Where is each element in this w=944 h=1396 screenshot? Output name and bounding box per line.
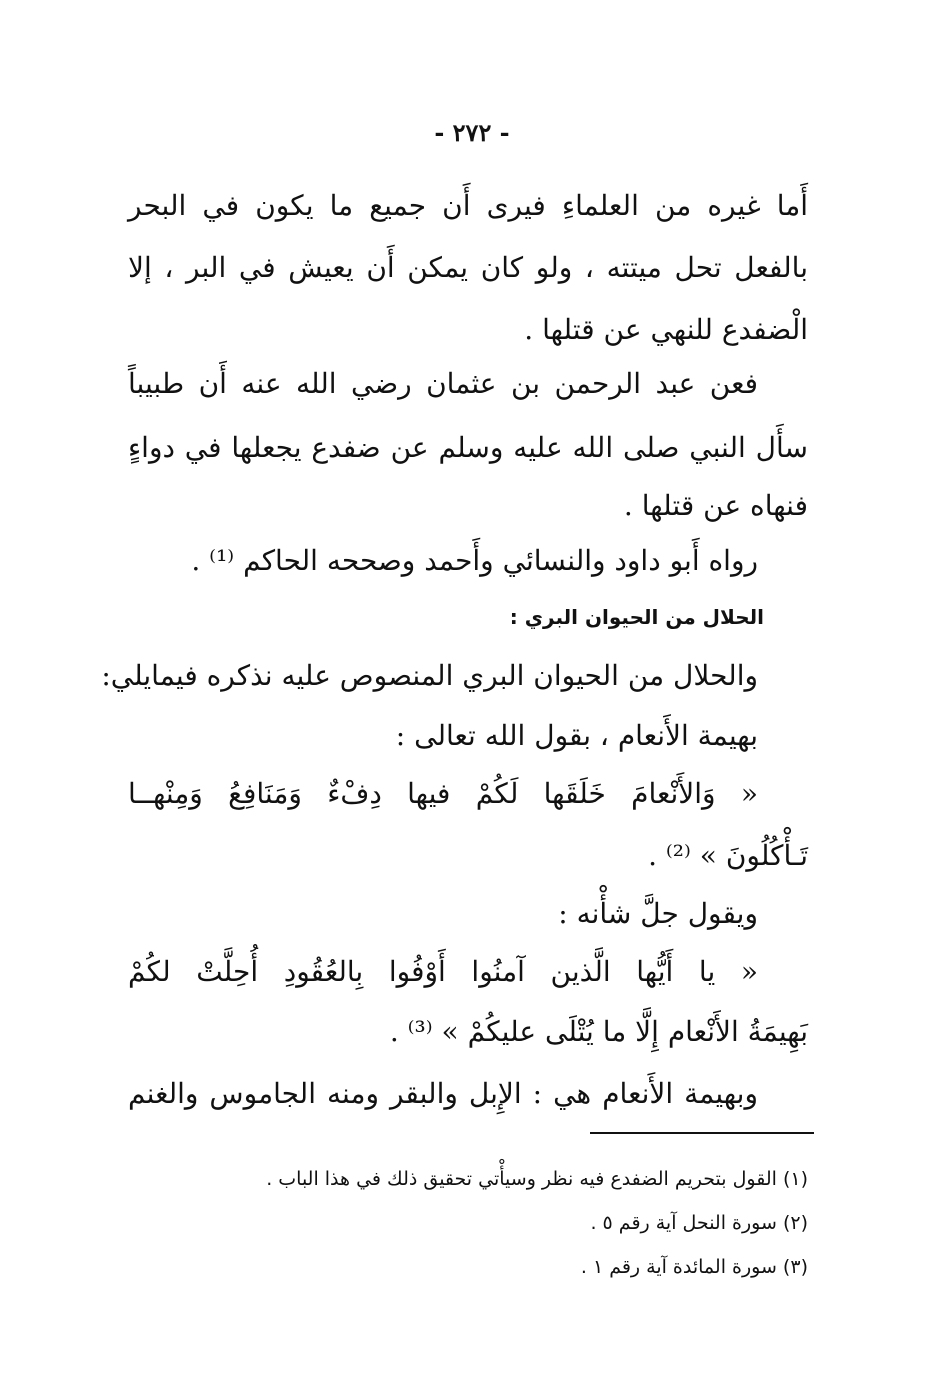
footnote-1: (١) القول بتحريم الضفدع فيه نظر وسيأْتي تحقيق ذلك في هذا الباب . (266, 1168, 808, 1190)
text-line-10: ويقول جلَّ شأْنه : (558, 897, 758, 930)
footnote-divider (590, 1132, 814, 1134)
text-line-6: فنهاه عن قتلها . (623, 489, 808, 522)
footnote-2: (٢) سورة النحل آية رقم ٥ . (590, 1212, 808, 1234)
text-line-3: الْضفدع للنهي عن قتلها . (524, 313, 808, 346)
text-line-11: وبهيمة الأَنعام هي : الإِبل والبقر ومنه الجاموس والغنم (128, 1077, 758, 1110)
text-line-9: بهيمة الأَنعام ، بقول الله تعالى : (395, 719, 758, 752)
quran-verse-1a: « وَالأَنْعامَ خَلَقَها لَكُمْ فيها دِفْءٌ وَمَنَافِعُ وَمِنْهــا (128, 777, 758, 810)
text-line-5: سأَل النبي صلى الله عليه وسلم عن ضفدع يجعلها في دواءٍ (128, 431, 808, 464)
page-number: - ٢٧٢ - (434, 118, 510, 147)
quran-verse-1b: تَـأْكُلُونَ » ⁽²⁾ . (648, 839, 808, 872)
text-line-1: أَما غيره من العلماءِ فيرى أَن جميع ما يكون في البحر (128, 189, 808, 222)
text-line-2: بالفعل تحل ميتته ، ولو كان يمكن أَن يعيش في البر ، إلا (128, 251, 808, 284)
footnote-3: (٣) سورة المائدة آية رقم ١ . (580, 1256, 808, 1278)
quran-verse-2b: بَهِيمَةُ الأَنْعام إِلَّا ما يُتْلَى عليكُمْ » ⁽³⁾ . (389, 1015, 808, 1048)
text-line-7: رواه أَبو داود والنسائي وأَحمد وصححه الحاكم ⁽¹⁾ . (191, 544, 758, 577)
quran-verse-2a: « يا أَيُّها الَّذين آمنُوا أَوْفُوا بِالعُقُودِ أُحِلَّتْ لكُمْ (128, 955, 758, 988)
text-line-4: فعن عبد الرحمن بن عثمان رضي الله عنه أَن طبيباً (128, 367, 758, 400)
section-heading: الحلال من الحيوان البري : (509, 605, 764, 629)
text-line-8: والحلال من الحيوان البري المنصوص عليه نذكره فيمايلي: (101, 659, 758, 692)
